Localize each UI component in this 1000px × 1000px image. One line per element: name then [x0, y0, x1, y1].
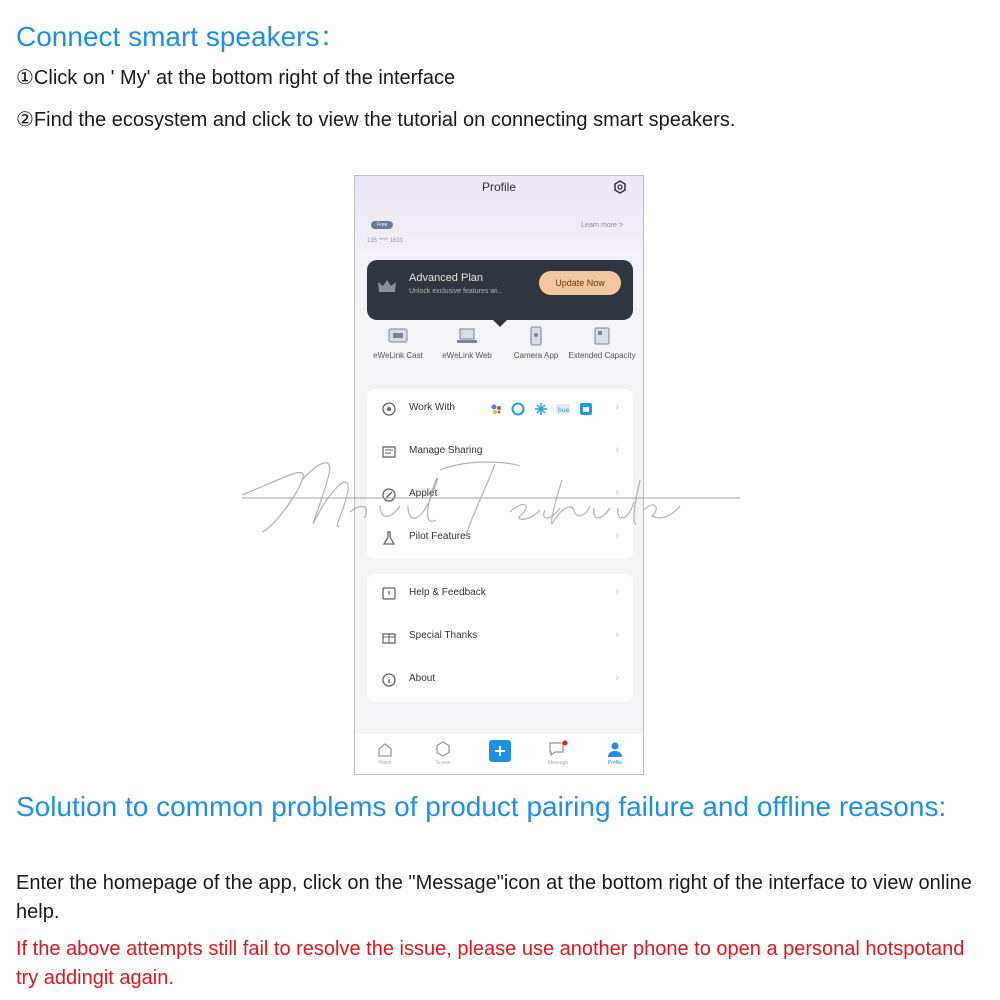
- warning-text: If the above attempts still fail to resolve the issue, please use another phone to open a personal hotspotand try addingit again.: [16, 938, 965, 989]
- menu-item-work-with[interactable]: [367, 389, 633, 429]
- work-with-icon: [381, 401, 397, 417]
- menu-label: Work With: [409, 402, 455, 413]
- quick-camera-app[interactable]: [501, 326, 571, 361]
- quick-label: Camera App: [513, 351, 559, 360]
- menu-label: Pilot Features: [409, 531, 471, 542]
- alexa-icon: [511, 402, 525, 416]
- tab-label: Scene: [435, 760, 451, 766]
- troubleshooting-instructions: Enter the homepage of the app, click on the "Message"icon at the bottom right of the interface to view online help.: [16, 872, 972, 923]
- chevron-right-icon: ›: [615, 629, 619, 641]
- bottom-tab-bar: [355, 734, 643, 774]
- screen-title: Profile: [481, 180, 516, 194]
- quick-label: eWeLink Web: [442, 351, 492, 360]
- tab-label: Message: [547, 760, 569, 766]
- quick-ewelink-cast[interactable]: [363, 326, 433, 361]
- advanced-plan-banner[interactable]: [367, 260, 633, 320]
- help-icon: [381, 586, 397, 602]
- section-heading-connect: Connect smart speakers：: [16, 21, 348, 52]
- instruction-step-1: ①Click on ' My' at the bottom right of the interface: [16, 67, 456, 89]
- tab-add[interactable]: [480, 740, 520, 764]
- plan-badge: Free: [371, 221, 393, 229]
- tab-scene[interactable]: [423, 740, 463, 766]
- menu-item-help-feedback[interactable]: [367, 574, 633, 614]
- section-heading-troubleshooting: Solution to common problems of product pairing failure and offline reasons:: [16, 791, 947, 822]
- chevron-right-icon: ›: [615, 401, 619, 413]
- menu-label: Help & Feedback: [409, 587, 486, 598]
- info-icon: [381, 672, 397, 688]
- learn-more-link[interactable]: Learn more >: [581, 222, 623, 229]
- smartthings-icon: [534, 402, 548, 416]
- phone-icon: [525, 326, 547, 346]
- update-now-button[interactable]: Update Now: [539, 271, 621, 295]
- chevron-right-icon: ›: [615, 530, 619, 542]
- laptop-icon: [456, 326, 478, 346]
- quick-label: eWeLink Cast: [373, 351, 423, 360]
- plan-subtitle: Unlock exclusive features wi...: [409, 288, 503, 295]
- ecosystem-icons: [489, 400, 597, 418]
- crown-icon: [377, 278, 397, 299]
- hue-icon: [556, 402, 570, 416]
- plan-title: Advanced Plan: [409, 272, 483, 284]
- quick-label: Extended Capacity: [568, 351, 636, 360]
- profile-icon: [606, 740, 624, 758]
- instruction-step-2: ②Find the ecosystem and click to view the tutorial on connecting smart speakers.: [16, 109, 736, 131]
- menu-item-special-thanks[interactable]: [367, 617, 633, 657]
- menu-label: Manage Sharing: [409, 445, 483, 456]
- settings-group-2: [367, 574, 633, 702]
- chevron-right-icon: ›: [615, 672, 619, 684]
- homekit-icon: [579, 402, 593, 416]
- google-assistant-icon: [489, 402, 503, 416]
- add-icon: [489, 740, 511, 762]
- storage-icon: [591, 326, 613, 346]
- menu-label: Special Thanks: [409, 630, 478, 641]
- gift-icon: [381, 629, 397, 645]
- menu-label: Applet: [409, 488, 438, 499]
- settings-gear-icon[interactable]: [613, 180, 627, 199]
- home-icon: [376, 740, 394, 758]
- cast-icon: [387, 326, 409, 346]
- tab-label: Home: [378, 760, 392, 766]
- menu-item-about[interactable]: [367, 660, 633, 700]
- chevron-right-icon: ›: [615, 444, 619, 456]
- scene-icon: [434, 740, 452, 758]
- tab-profile[interactable]: [595, 740, 635, 766]
- quick-ewelink-web[interactable]: [432, 326, 502, 361]
- tab-home[interactable]: [365, 740, 405, 766]
- watermark-signature: [240, 450, 750, 550]
- tab-label: Profile: [607, 760, 623, 766]
- tab-message[interactable]: [538, 740, 578, 766]
- chevron-right-icon: ›: [615, 586, 619, 598]
- svg-text:hue: hue: [558, 406, 570, 414]
- user-id: 135 **** 1631: [367, 238, 404, 244]
- chevron-right-icon: ›: [615, 487, 619, 499]
- menu-label: About: [409, 673, 436, 684]
- message-icon: [547, 740, 569, 758]
- quick-extended-capacity[interactable]: [567, 326, 637, 361]
